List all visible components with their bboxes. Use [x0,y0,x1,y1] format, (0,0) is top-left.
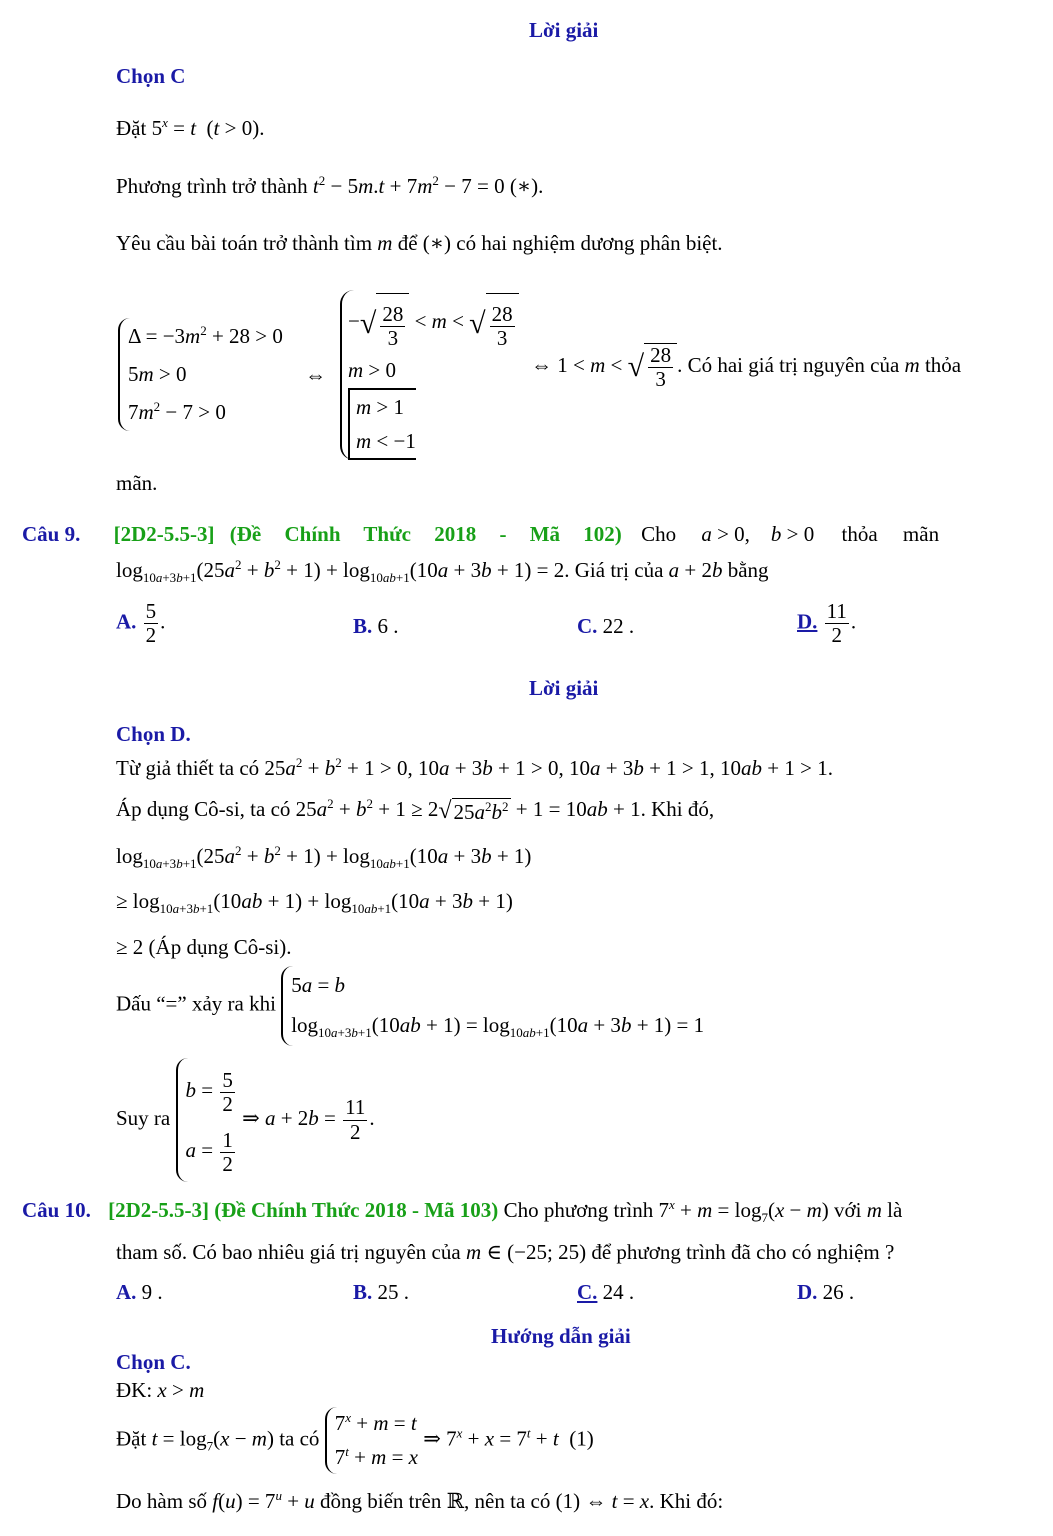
question-9-option-d[interactable]: D. $\frac{11}{2}$ . [797,599,857,648]
sol3-line-substitution: Đặt $t = \log_7(x - m)$ ta có $7^x + m = t$ $7^t + m = x$ ⇒ $7^x + x = 7^t + t$ (1) [116,1407,594,1474]
sol1-system-conditions: $\Delta = -3m^2 + 28 > 0$ 5m > 0 $7m^2 - 7 > 0$ [118,318,283,431]
question-10-source: (Đề Chính Thức 2018 - Mã 103) [214,1198,499,1222]
question-10-label: Câu 10. [22,1198,91,1222]
question-10-option-a[interactable]: A. 9 . [116,1280,163,1304]
question-10-code: [2D2-5.5-3] [108,1198,209,1222]
sol2-line-equality: Dấu “=” xảy ra khi 5a = b $\log_{10a+3b+1}(10ab + 1) = \log_{10ab+1}(10a + 3b + 1) = 1$ [116,966,704,1046]
solution-choice-1: Chọn C [116,64,186,88]
sol2-line-ge2: ≥ 2 (Áp dụng Cô-si). [116,935,292,959]
solution-heading-3: Hướng dẫn giải [491,1324,631,1348]
sol1-line-equation: Phương trình trở thành $t^2 - 5m.t + 7m^2 - 7 = 0$ (∗). [116,173,544,198]
sol3-line-condition: ĐK: x > m [116,1378,205,1402]
sol2-line-conclusion: Suy ra b = $\frac{5}{2}$ a = $\frac{1}{2}$ ⇒ a + 2b = $\frac{11}{2}$ . [116,1058,375,1182]
sol2-line-hypothesis: Từ giả thiết ta có $25a^2 + b^2 + 1 > 0$, 10a + 3b + 1 > 0, 10a + 3b + 1 > 1, 10ab + 1 > 1. [116,755,833,780]
question-9-code: [2D2-5.5-3] [113,522,215,546]
sol1-system-solution: −√ $\frac{28}{3}$ < m < √ $\frac{28}{3}$ m > 0 m > 1 m < −1 [340,290,519,460]
question-9-option-c[interactable]: C. 22 . [577,614,635,638]
question-9-label: Câu 9. [22,522,81,546]
sol2-line-expr: $\log_{10a+3b+1}(25a^2 + b^2 + 1) + \log_{10ab+1}(10a + 3b + 1)$ [116,843,532,872]
sol1-equivalent-arrow-1: ⇔ [305,363,326,387]
question-10-header: Câu 10. [2D2-5.5-3] (Đề Chính Thức 2018 - Mã 103) Cho phương trình $7^x + m = \log_7(x - m)$ với m là [22,1197,903,1226]
question-10-line2: tham số. Có bao nhiêu giá trị nguyên của m ∈ (−25; 25) để phương trình đã cho có nghiệm ? [116,1240,895,1264]
sol1-line-substitution: Đặt $5^x = t$ (t > 0). [116,115,265,140]
sol1-line-requirement: Yêu cầu bài toán trở thành tìm m để (∗) có hai nghiệm dương phân biệt. [116,231,723,255]
question-10-option-b[interactable]: B. 25 . [353,1280,410,1304]
solution-heading-1: Lời giải [529,18,599,42]
sol3-line-monotone: Do hàm số $f(u) = 7^u + u$ đồng biến trên ℝ, nên ta có (1) ⇔ t = x. Khi đó: [116,1488,724,1513]
sol1-result: ⇔ 1 < m < √ $\frac{28}{3}$ . Có hai giá trị nguyên của m thỏa [531,343,962,392]
question-9-source: (Đề Chính Thức 2018 - Mã 102) [229,522,622,546]
solution-choice-3: Chọn C. [116,1350,191,1374]
question-9-equation: $\log_{10a+3b+1}(25a^2 + b^2 + 1) + \log_{10ab+1}(10a + 3b + 1) = 2$. Giá trị của a + 2b bằng [116,557,769,586]
question-9-option-a[interactable]: A. $\frac{5}{2}$ . [116,599,166,648]
sol2-line-ineq: ≥ $\log_{10a+3b+1}(10ab + 1) + \log_{10ab+1}(10a + 3b + 1)$ [116,889,513,917]
question-10-option-c[interactable]: C. 24 . [577,1280,635,1304]
sol2-line-cauchy: Áp dụng Cô-si, ta có $25a^2 + b^2 + 1 \ge 2√25a^2b^2 + 1 = 10ab + 1$. Khi đó, [116,796,715,824]
sol1-line-end: mãn. [116,471,158,495]
solution-choice-2: Chọn D. [116,722,191,746]
question-10-option-d[interactable]: D. 26 . [797,1280,855,1304]
question-9-header: Câu 9. [2D2-5.5-3] (Đề Chính Thức 2018 - Mã 102) Cho a > 0, b > 0 thỏa mãn [22,522,940,546]
solution-heading-2: Lời giải [529,676,599,700]
question-9-option-b[interactable]: B. 6 . [353,614,399,638]
